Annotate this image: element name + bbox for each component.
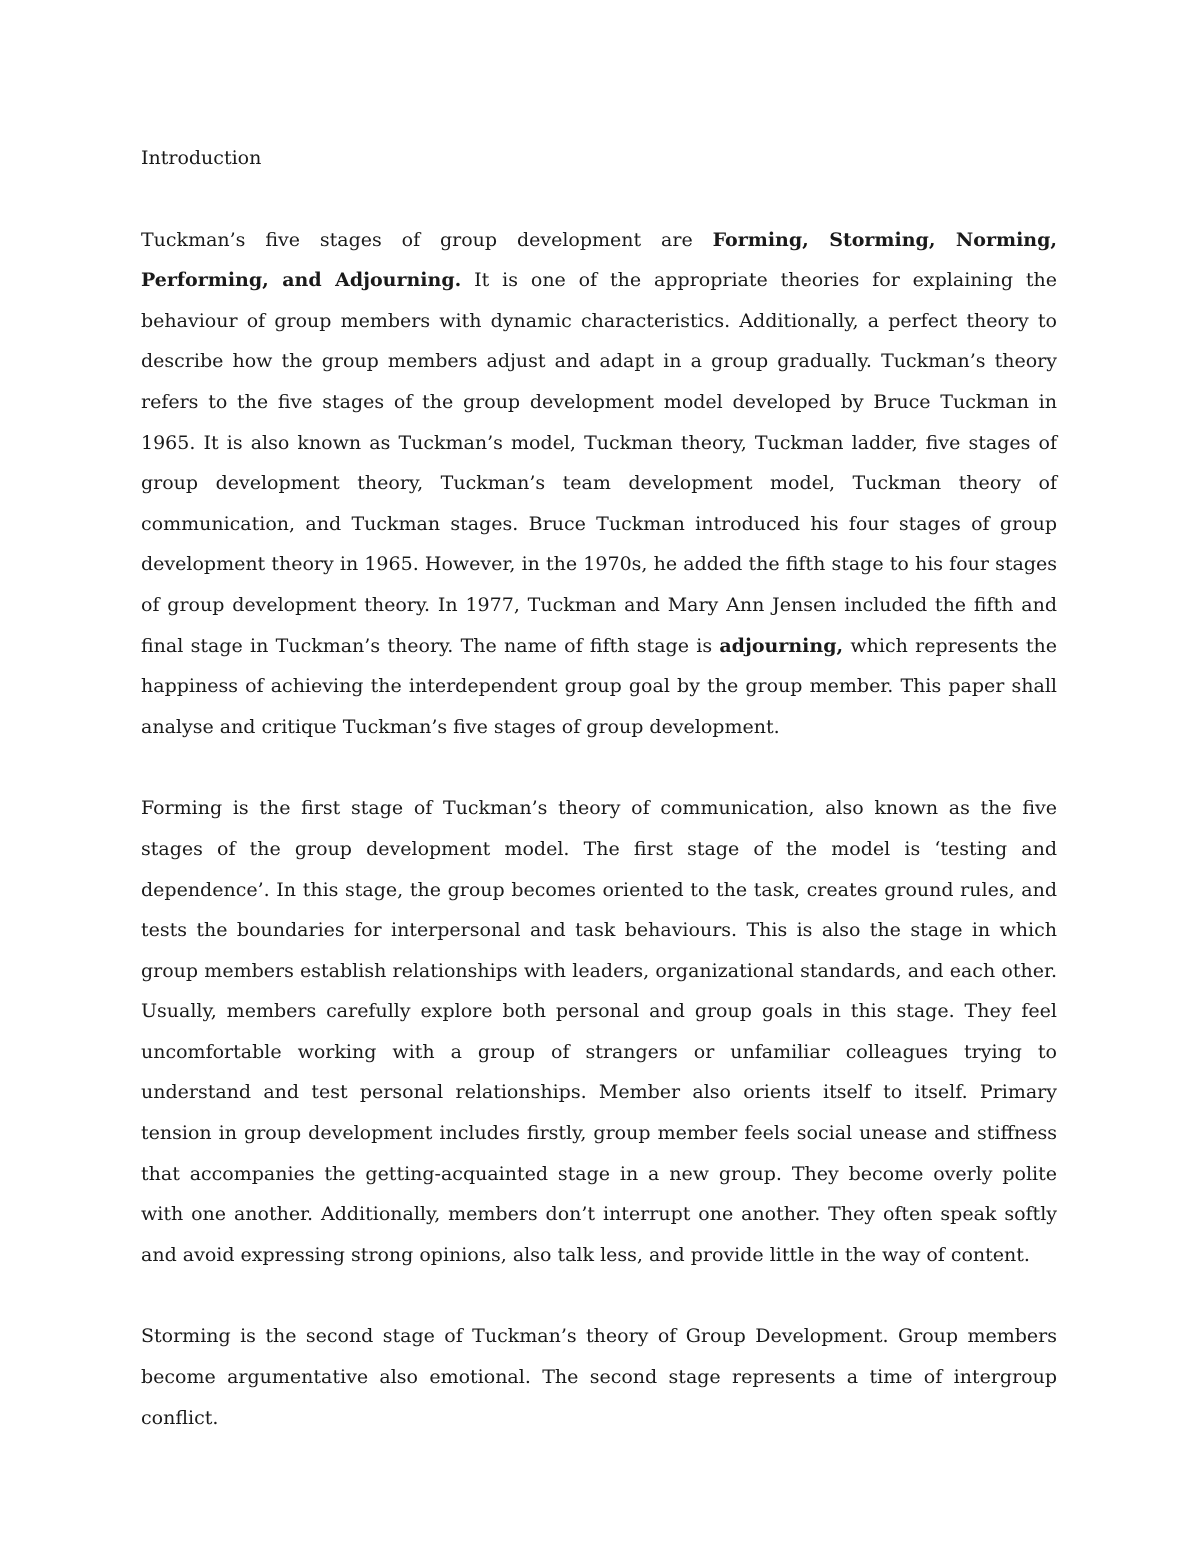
paragraph-forming [141, 788, 1057, 1275]
bold-adjourning: adjourning, [719, 634, 844, 657]
paragraph-storming [141, 1316, 1057, 1438]
section-heading: Introduction [141, 147, 262, 169]
text-run: which represents the happiness of achieving the interdependent group goal by the group member. This paper shall analyse and critique Tuckman’s five stages of group development. [141, 634, 1058, 738]
document-body [141, 138, 1057, 1479]
paragraph-introduction [141, 220, 1057, 748]
text-run: It is one of the appropriate theories for explaining the behaviour of group members with dynamic characteristics. Additionally, a perfect theory to describe how the group members adjust and adapt in a group gradually. Tuckman’s theory refers to the five stages of the group development model developed by Bruce Tuckman in 1965. It is also known as Tuckman’s model, Tuckman theory, Tuckman ladder, five stages of group development theory, Tuckman’s team development model, Tuckman theory of communication, and Tuckman stages. Bruce Tuckman introduced his four stages of group development theory in 1965. However, in the 1970s, he added the fifth stage to his four stages of group development theory. In 1977, Tuckman and Mary Ann Jensen included the fifth and final stage in Tuckman’s theory. The name of fifth stage is [141, 269, 1057, 657]
text-run: Forming is the first stage of Tuckman’s theory of communication, also known as the five stages of the group development model. The first stage of the model is ‘testing and dependence’. In this stage, the group becomes oriented to the task, creates ground rules, and tests the boundaries for interpersonal and task behaviours. This is also the stage in which group members establish relationships with leaders, organizational standards, and each other. Usually, members carefully explore both personal and group goals in this stage. They feel uncomfortable working with a group of strangers or unfamiliar colleagues trying to understand and test personal relationships. Member also orients itself to itself. Primary tension in group development includes firstly, group member feels social unease and stiffness that accompanies the getting-acquainted stage in a new group. They become overly polite with one another. Additionally, members don’t interrupt one another. They often speak softly and avoid expressing strong opinions, also talk less, and provide little in the way of content. [141, 797, 1057, 1266]
bold-stage-list: Forming, Storming, Norming, Performing, and Adjourning. [141, 228, 1057, 292]
text-run: Tuckman’s five stages of group development are [141, 228, 713, 251]
text-run: Storming is the second stage of Tuckman’s theory of Group Development. Group members become argumentative also emotional. The second stage represents a time of intergroup conflict. [141, 1325, 1057, 1429]
